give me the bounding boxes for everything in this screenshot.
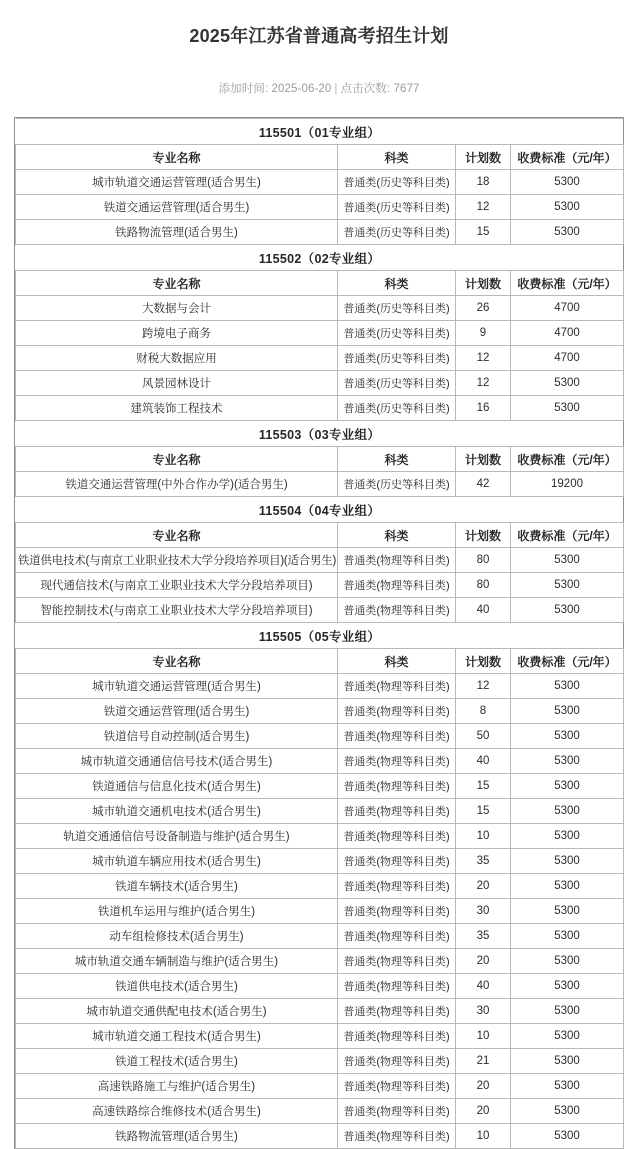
tuition-fee-cell: 5300 <box>511 396 624 421</box>
admission-plan-table <box>15 118 624 1149</box>
table-row <box>16 1074 624 1099</box>
plan-count-cell: 20 <box>456 1074 511 1099</box>
major-name-cell: 铁道机车运用与维护(适合男生) <box>16 899 338 924</box>
tuition-fee-cell: 5300 <box>511 749 624 774</box>
table-row <box>16 824 624 849</box>
column-header-row <box>16 271 624 296</box>
tuition-fee-cell: 5300 <box>511 849 624 874</box>
table-row <box>16 321 624 346</box>
column-header-row <box>16 649 624 674</box>
table-row <box>16 548 624 573</box>
major-name-cell: 城市轨道车辆应用技术(适合男生) <box>16 849 338 874</box>
table-row <box>16 472 624 497</box>
table-row <box>16 1049 624 1074</box>
major-name-cell: 高速铁路施工与维护(适合男生) <box>16 1074 338 1099</box>
major-name-cell: 城市轨道交通供配电技术(适合男生) <box>16 999 338 1024</box>
table-row <box>16 195 624 220</box>
column-header-plan: 计划数 <box>456 649 511 674</box>
subject-category-cell: 普通类(物理等科目类) <box>338 724 456 749</box>
table-row <box>16 674 624 699</box>
column-header-subject: 科类 <box>338 447 456 472</box>
tuition-fee-cell: 5300 <box>511 195 624 220</box>
major-name-cell: 财税大数据应用 <box>16 346 338 371</box>
major-name-cell: 高速铁路综合维修技术(适合男生) <box>16 1099 338 1124</box>
column-header-row <box>16 523 624 548</box>
major-name-cell: 跨境电子商务 <box>16 321 338 346</box>
major-name-cell: 铁道交通运营管理(中外合作办学)(适合男生) <box>16 472 338 497</box>
plan-count-cell: 50 <box>456 724 511 749</box>
tuition-fee-cell: 5300 <box>511 799 624 824</box>
subject-category-cell: 普通类(历史等科目类) <box>338 346 456 371</box>
major-name-cell: 铁道通信与信息化技术(适合男生) <box>16 774 338 799</box>
major-name-cell: 铁路物流管理(适合男生) <box>16 1124 338 1149</box>
table-row <box>16 170 624 195</box>
table-row <box>16 774 624 799</box>
tuition-fee-cell: 5300 <box>511 699 624 724</box>
major-name-cell: 智能控制技术(与南京工业职业技术大学分段培养项目) <box>16 598 338 623</box>
column-header-subject: 科类 <box>338 271 456 296</box>
table-row <box>16 573 624 598</box>
table-row <box>16 346 624 371</box>
plan-count-cell: 18 <box>456 170 511 195</box>
column-header-row <box>16 447 624 472</box>
tuition-fee-cell: 4700 <box>511 296 624 321</box>
tuition-fee-cell: 5300 <box>511 949 624 974</box>
subject-category-cell: 普通类(历史等科目类) <box>338 296 456 321</box>
group-code-label: 115501（01专业组） <box>16 119 624 145</box>
page-root <box>0 12 638 1149</box>
tuition-fee-cell: 5300 <box>511 724 624 749</box>
subject-category-cell: 普通类(历史等科目类) <box>338 396 456 421</box>
plan-count-cell: 20 <box>456 874 511 899</box>
major-name-cell: 铁道供电技术(与南京工业职业技术大学分段培养项目)(适合男生) <box>16 548 338 573</box>
major-name-cell: 城市轨道交通工程技术(适合男生) <box>16 1024 338 1049</box>
plan-count-cell: 12 <box>456 674 511 699</box>
tuition-fee-cell: 5300 <box>511 170 624 195</box>
plan-count-cell: 12 <box>456 371 511 396</box>
tuition-fee-cell: 5300 <box>511 1124 624 1149</box>
major-name-cell: 铁道车辆技术(适合男生) <box>16 874 338 899</box>
column-header-plan: 计划数 <box>456 447 511 472</box>
plan-count-cell: 40 <box>456 749 511 774</box>
group-code-label: 115505（05专业组） <box>16 623 624 649</box>
subject-category-cell: 普通类(物理等科目类) <box>338 849 456 874</box>
meta-added-time: 添加时间: 2025-06-20 <box>218 83 332 96</box>
column-header-name: 专业名称 <box>16 145 338 170</box>
table-row <box>16 949 624 974</box>
plan-count-cell: 10 <box>456 824 511 849</box>
table-row <box>16 371 624 396</box>
subject-category-cell: 普通类(物理等科目类) <box>338 999 456 1024</box>
subject-category-cell: 普通类(物理等科目类) <box>338 548 456 573</box>
tuition-fee-cell: 4700 <box>511 321 624 346</box>
table-row <box>16 924 624 949</box>
group-code-label: 115502（02专业组） <box>16 245 624 271</box>
column-header-subject: 科类 <box>338 145 456 170</box>
subject-category-cell: 普通类(物理等科目类) <box>338 799 456 824</box>
subject-category-cell: 普通类(物理等科目类) <box>338 598 456 623</box>
tuition-fee-cell: 5300 <box>511 220 624 245</box>
subject-category-cell: 普通类(物理等科目类) <box>338 924 456 949</box>
subject-category-cell: 普通类(历史等科目类) <box>338 371 456 396</box>
tuition-fee-cell: 5300 <box>511 371 624 396</box>
subject-category-cell: 普通类(物理等科目类) <box>338 899 456 924</box>
column-header-name: 专业名称 <box>16 447 338 472</box>
plan-table-container <box>14 117 624 1149</box>
plan-count-cell: 16 <box>456 396 511 421</box>
subject-category-cell: 普通类(物理等科目类) <box>338 1124 456 1149</box>
major-name-cell: 现代通信技术(与南京工业职业技术大学分段培养项目) <box>16 573 338 598</box>
subject-category-cell: 普通类(历史等科目类) <box>338 220 456 245</box>
column-header-subject: 科类 <box>338 649 456 674</box>
plan-count-cell: 12 <box>456 195 511 220</box>
plan-count-cell: 80 <box>456 548 511 573</box>
major-name-cell: 风景园林设计 <box>16 371 338 396</box>
subject-category-cell: 普通类(物理等科目类) <box>338 974 456 999</box>
plan-count-cell: 42 <box>456 472 511 497</box>
subject-category-cell: 普通类(物理等科目类) <box>338 824 456 849</box>
plan-count-cell: 21 <box>456 1049 511 1074</box>
group-header-row <box>16 119 624 145</box>
column-header-fee: 收费标准（元/年） <box>511 145 624 170</box>
subject-category-cell: 普通类(历史等科目类) <box>338 321 456 346</box>
tuition-fee-cell: 5300 <box>511 899 624 924</box>
tuition-fee-cell: 5300 <box>511 1024 624 1049</box>
table-row <box>16 396 624 421</box>
plan-count-cell: 20 <box>456 949 511 974</box>
column-header-fee: 收费标准（元/年） <box>511 447 624 472</box>
group-header-row <box>16 421 624 447</box>
tuition-fee-cell: 5300 <box>511 924 624 949</box>
column-header-fee: 收费标准（元/年） <box>511 649 624 674</box>
subject-category-cell: 普通类(物理等科目类) <box>338 699 456 724</box>
plan-count-cell: 40 <box>456 974 511 999</box>
tuition-fee-cell: 5300 <box>511 824 624 849</box>
table-row <box>16 849 624 874</box>
plan-count-cell: 40 <box>456 598 511 623</box>
table-row <box>16 1024 624 1049</box>
table-row <box>16 974 624 999</box>
subject-category-cell: 普通类(历史等科目类) <box>338 170 456 195</box>
major-name-cell: 铁道信号自动控制(适合男生) <box>16 724 338 749</box>
column-header-plan: 计划数 <box>456 523 511 548</box>
major-name-cell: 城市轨道交通运营管理(适合男生) <box>16 674 338 699</box>
tuition-fee-cell: 5300 <box>511 573 624 598</box>
column-header-plan: 计划数 <box>456 145 511 170</box>
group-header-row <box>16 623 624 649</box>
table-row <box>16 1124 624 1149</box>
plan-count-cell: 15 <box>456 799 511 824</box>
table-row <box>16 724 624 749</box>
table-row <box>16 999 624 1024</box>
subject-category-cell: 普通类(物理等科目类) <box>338 1099 456 1124</box>
major-name-cell: 铁道工程技术(适合男生) <box>16 1049 338 1074</box>
group-code-label: 115504（04专业组） <box>16 497 624 523</box>
subject-category-cell: 普通类(物理等科目类) <box>338 674 456 699</box>
major-name-cell: 大数据与会计 <box>16 296 338 321</box>
major-name-cell: 铁道交通运营管理(适合男生) <box>16 195 338 220</box>
column-header-plan: 计划数 <box>456 271 511 296</box>
plan-count-cell: 35 <box>456 849 511 874</box>
major-name-cell: 建筑装饰工程技术 <box>16 396 338 421</box>
subject-category-cell: 普通类(物理等科目类) <box>338 573 456 598</box>
major-name-cell: 城市轨道交通运营管理(适合男生) <box>16 170 338 195</box>
major-name-cell: 动车组检修技术(适合男生) <box>16 924 338 949</box>
plan-count-cell: 15 <box>456 774 511 799</box>
tuition-fee-cell: 5300 <box>511 1074 624 1099</box>
plan-count-cell: 30 <box>456 999 511 1024</box>
plan-count-cell: 10 <box>456 1124 511 1149</box>
plan-count-cell: 8 <box>456 699 511 724</box>
column-header-name: 专业名称 <box>16 271 338 296</box>
tuition-fee-cell: 5300 <box>511 774 624 799</box>
tuition-fee-cell: 5300 <box>511 548 624 573</box>
column-header-name: 专业名称 <box>16 523 338 548</box>
plan-count-cell: 9 <box>456 321 511 346</box>
subject-category-cell: 普通类(物理等科目类) <box>338 1074 456 1099</box>
tuition-fee-cell: 5300 <box>511 1099 624 1124</box>
subject-category-cell: 普通类(历史等科目类) <box>338 195 456 220</box>
subject-category-cell: 普通类(物理等科目类) <box>338 1049 456 1074</box>
major-name-cell: 城市轨道交通车辆制造与维护(适合男生) <box>16 949 338 974</box>
major-name-cell: 轨道交通通信信号设备制造与维护(适合男生) <box>16 824 338 849</box>
group-header-row <box>16 245 624 271</box>
column-header-row <box>16 145 624 170</box>
subject-category-cell: 普通类(物理等科目类) <box>338 949 456 974</box>
major-name-cell: 铁道交通运营管理(适合男生) <box>16 699 338 724</box>
plan-count-cell: 12 <box>456 346 511 371</box>
table-row <box>16 874 624 899</box>
group-code-label: 115503（03专业组） <box>16 421 624 447</box>
major-name-cell: 城市轨道交通通信信号技术(适合男生) <box>16 749 338 774</box>
plan-count-cell: 35 <box>456 924 511 949</box>
tuition-fee-cell: 5300 <box>511 874 624 899</box>
column-header-fee: 收费标准（元/年） <box>511 271 624 296</box>
subject-category-cell: 普通类(物理等科目类) <box>338 774 456 799</box>
meta-separator: | <box>334 83 338 96</box>
column-header-fee: 收费标准（元/年） <box>511 523 624 548</box>
table-row <box>16 799 624 824</box>
column-header-name: 专业名称 <box>16 649 338 674</box>
subject-category-cell: 普通类(物理等科目类) <box>338 1024 456 1049</box>
plan-count-cell: 20 <box>456 1099 511 1124</box>
tuition-fee-cell: 4700 <box>511 346 624 371</box>
tuition-fee-cell: 5300 <box>511 974 624 999</box>
major-name-cell: 铁道供电技术(适合男生) <box>16 974 338 999</box>
plan-count-cell: 15 <box>456 220 511 245</box>
table-row <box>16 296 624 321</box>
major-name-cell: 城市轨道交通机电技术(适合男生) <box>16 799 338 824</box>
table-row <box>16 699 624 724</box>
tuition-fee-cell: 5300 <box>511 1049 624 1074</box>
table-row <box>16 220 624 245</box>
tuition-fee-cell: 5300 <box>511 674 624 699</box>
table-row <box>16 749 624 774</box>
tuition-fee-cell: 5300 <box>511 999 624 1024</box>
subject-category-cell: 普通类(历史等科目类) <box>338 472 456 497</box>
tuition-fee-cell: 19200 <box>511 472 624 497</box>
article-meta <box>0 60 638 117</box>
major-name-cell: 铁路物流管理(适合男生) <box>16 220 338 245</box>
plan-count-cell: 26 <box>456 296 511 321</box>
page-title: 2025年江苏省普通高考招生计划 <box>189 26 449 47</box>
tuition-fee-cell: 5300 <box>511 598 624 623</box>
subject-category-cell: 普通类(物理等科目类) <box>338 874 456 899</box>
plan-count-cell: 80 <box>456 573 511 598</box>
column-header-subject: 科类 <box>338 523 456 548</box>
plan-table-body <box>16 119 624 1149</box>
group-header-row <box>16 497 624 523</box>
subject-category-cell: 普通类(物理等科目类) <box>338 749 456 774</box>
table-row <box>16 598 624 623</box>
table-row <box>16 899 624 924</box>
meta-click-count: 点击次数: 7677 <box>340 83 420 96</box>
table-row <box>16 1099 624 1124</box>
plan-count-cell: 10 <box>456 1024 511 1049</box>
plan-count-cell: 30 <box>456 899 511 924</box>
